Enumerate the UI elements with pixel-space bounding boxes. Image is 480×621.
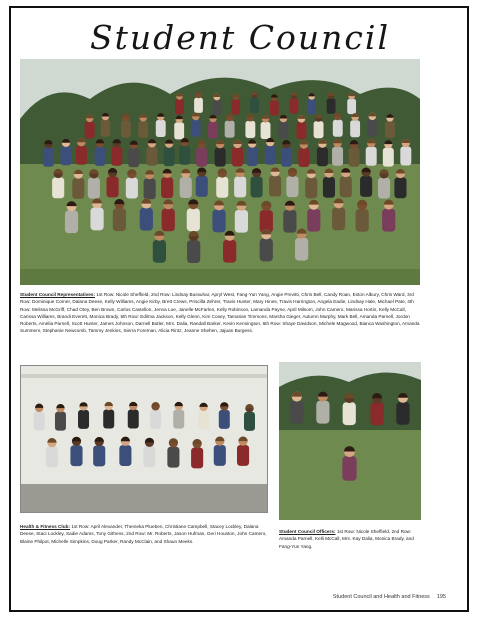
page-footer [333,594,446,600]
officers-caption-body: 1st Row: Nicole Sheffield, 2nd Row: Amanda Parnell, Kelli McCall, Mrs. Kay Dalia, Monica Brady, and Fang-Yun Yang. [279,529,414,549]
footer-section-title: Student Council and Health and Fitness [332,594,430,600]
student-council-officers-photo [279,362,421,520]
representatives-caption [20,291,420,335]
student-council-group-photo [20,59,420,285]
officers-caption-lead: Student Council Officers: [279,529,336,534]
page-number: 195 [436,594,446,600]
health-fitness-club-photo [20,365,268,513]
health-fitness-caption-lead: Health & Fitness Club: [20,524,71,529]
health-fitness-caption [20,523,270,545]
health-fitness-caption-body: 1st Row: April Alexander, Themeka Plueben, Christiane Campbell, Stacey Lockley, Dalana Deese, Staci Lockley, Sadie Adams, Tony Githens, 2nd Row: Mr. Roberts, Jason Hufman, Geri Houston, John Camero, Blaine Philpot, Michelle Simpkins, Doug Parker, Randy McClain, and Shaun Meeks. [20,524,267,544]
representatives-caption-lead: Student Council Representatives: [20,292,96,297]
page-title: Student Council [90,18,390,57]
representatives-caption-body: 1st Row: Nicole Sheffield, 2nd Row: Lindsay Bussuhar, Apryl West, Fang-Yun Yang, Angie Previtti, Chris Bell, Candy Roan, Eston Albury, Chris Ward, 3rd Row: Dominique Corner, Dalana Deese, Kelly Williams, Angie Kirby, Brett Crews, Priscilla Zehrer, Travis Hunter, Mary Hines, Travis Harrington, Angela Eadie, Lindsay Hale, Michael Pate, 4th Row: Melissa McGriff, Chad Otey, Ben Brown, Carlos Castellon, Jenna Loe, Janelle McFarlen, Kelly Robinson, Lamanda Payne, April Milsom, John Camero, Marissa Hortin, Kelly McCall, Carissa Williams, Brandi Everett, Monica Brady, 5th Row: Edilma Jackson, Kelly Glenn, Kim Cosey, Tamarian Timmons, Marsha Gieger, Autumn Murphy, Mark Bell, Amanda Parnell, Jordon Roberts, Amelia Parnell, Scott Hunter, James Johnson, Darnell Butler, Mrs. Dalia, Randall Barker, Kevin Kennington, 6th Row: Shaye Davidson, Michele Magwood, Bianca Washington, Amanda Summers, Stephanie Newcomb, Tammy Jenkins, Sierra Foreman, Alicia Rintz, Jeanne Shehen, Jajuan Burgess. [20,292,420,334]
officers-caption [279,528,421,550]
